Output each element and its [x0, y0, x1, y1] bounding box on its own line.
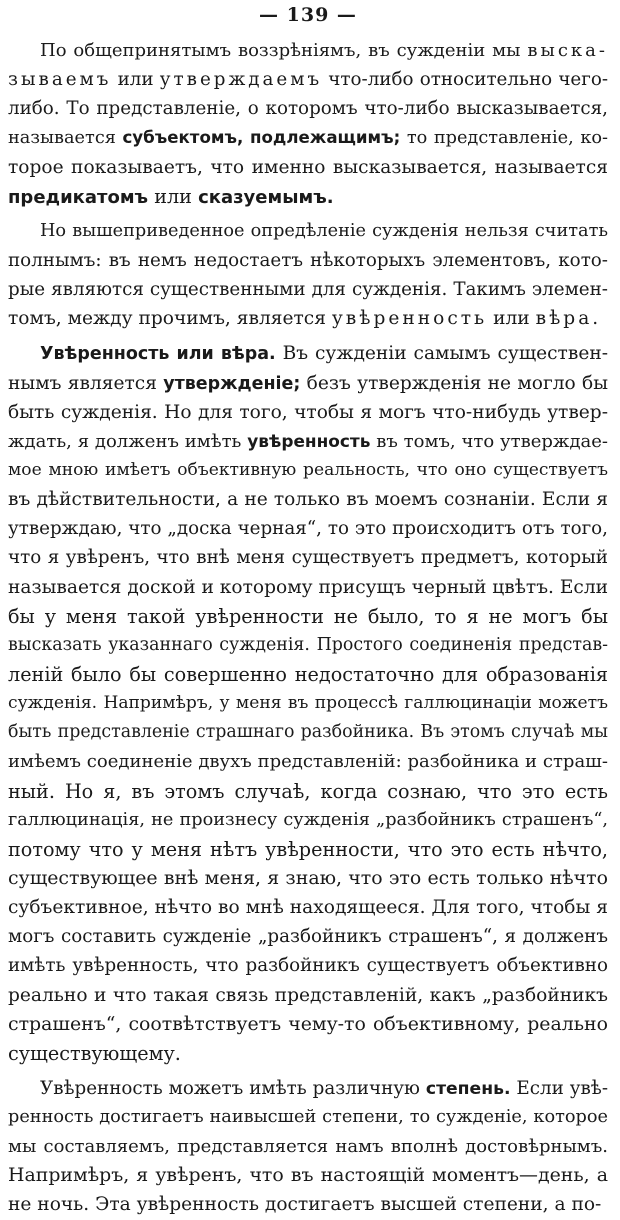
text-line	[8, 660, 608, 689]
text-run: безъ утвержденія не могло бы	[300, 372, 608, 394]
text-run: высказать указаннаго сужденія. Простого соединенія представ-	[8, 634, 608, 655]
text-line	[8, 304, 608, 333]
text-run: что я увѣренъ, что внѣ меня существуетъ предметъ, который	[8, 547, 608, 569]
text-line	[8, 1161, 608, 1190]
bold-term: Увѣренность или вѣра.	[40, 344, 276, 365]
spaced-emphasis: зываемъ	[8, 69, 112, 91]
text-run: По общепринятымъ воззрѣніямъ, въ сужденіи мы	[40, 40, 528, 61]
text-line	[8, 631, 608, 660]
bold-term: субъектомъ, подлежащимъ;	[122, 128, 401, 148]
text-line	[8, 981, 608, 1010]
text-run: существующему.	[8, 1041, 181, 1065]
text-run: въ дѣйствительности, а не только въ моемъ сознаніи. Если я	[8, 489, 608, 511]
text-line	[8, 182, 608, 211]
text-line	[8, 514, 608, 543]
text-line	[8, 217, 608, 246]
paragraph	[8, 217, 608, 334]
text-run: галлюцинація, не произнесу сужденія „разбойникъ страшенъ“,	[8, 809, 608, 830]
text-line	[8, 602, 608, 631]
text-run: называется	[8, 128, 123, 149]
text-line	[8, 864, 608, 893]
text-run: быть представленіе страшнаго разбойника. Въ этомъ случаѣ мы	[8, 722, 608, 743]
text-line	[8, 65, 608, 94]
text-run: не ночь. Эта увѣренность достигаетъ высшей степени, а по-	[8, 1194, 602, 1216]
page-body	[8, 36, 608, 1220]
text-run: ждать, я долженъ имѣть	[8, 430, 248, 452]
text-run: что-либо относительно чего-	[322, 69, 608, 91]
text-line	[8, 951, 608, 980]
bold-term: сказуемымъ.	[198, 186, 334, 208]
text-line	[8, 922, 608, 951]
text-line	[8, 573, 608, 602]
text-line	[8, 835, 608, 864]
text-run: бы у меня такой увѣренности не было, то я не могъ бы	[8, 604, 608, 628]
text-line	[8, 153, 608, 182]
text-run: имѣть увѣренность, что разбойникъ существуетъ объективно	[8, 955, 608, 977]
text-run: или	[148, 184, 199, 208]
text-run: сужденія. Напримѣръ, у меня въ процессѣ галлюцинаціи можетъ	[8, 693, 608, 714]
text-run: то представленіе, ко-	[400, 128, 608, 149]
text-line	[8, 1039, 608, 1068]
text-run: или	[487, 308, 536, 330]
text-run: Въ сужденіи самымъ существен-	[275, 343, 608, 365]
paragraph	[8, 339, 608, 1068]
text-run: утверждаю, что „доска черная“, то это происходитъ отъ того,	[8, 518, 608, 540]
text-run: мое мною имѣетъ объективную реальность, что оно существуетъ	[8, 459, 608, 480]
text-line	[8, 339, 608, 368]
text-line	[8, 1074, 608, 1103]
text-line	[8, 777, 608, 806]
text-line	[8, 369, 608, 398]
text-run: нымъ является	[8, 372, 164, 394]
text-run: реально и что такая связь представленій, какъ „разбойникъ	[8, 984, 608, 1006]
text-run: ный. Но я, въ этомъ случаѣ, когда сознаю, что это есть	[8, 779, 608, 803]
text-run: рые являются существенными для сужденія. Такимъ элемен-	[8, 279, 608, 301]
text-line	[8, 718, 608, 747]
text-run: Но вышеприведенное опредѣленіе сужденія нельзя считать	[40, 220, 608, 241]
text-run: Увѣренность можетъ имѣть различную	[40, 1077, 426, 1099]
text-line	[8, 398, 608, 427]
text-run: могъ составить сужденіе „разбойникъ страшенъ“, я долженъ	[8, 926, 608, 948]
spaced-emphasis: выска-	[527, 40, 608, 61]
text-line	[8, 1010, 608, 1039]
text-line	[8, 485, 608, 514]
text-run: потому что у меня нѣтъ увѣренности, что это есть нѣчто,	[8, 837, 608, 861]
text-run: ренность достигаетъ наивысшей степени, то сужденіе, которое	[8, 1107, 608, 1128]
bold-term: увѣренность	[247, 430, 371, 451]
bold-term: степень.	[425, 1078, 511, 1099]
text-line	[8, 689, 608, 718]
text-run: субъективное, нѣчто во мнѣ находящееся. Для того, чтобы я	[8, 897, 608, 919]
text-line	[8, 543, 608, 572]
text-line	[8, 1103, 608, 1132]
bold-term: утвержденіе;	[163, 373, 301, 394]
spaced-emphasis: вѣра.	[535, 308, 602, 330]
text-run: страшенъ“, соотвѣтствуетъ чему-то объективному, реально	[8, 1012, 608, 1035]
text-run: имѣемъ соединеніе двухъ представленій: разбойника и страш-	[8, 751, 608, 773]
text-run: полнымъ: въ немъ недостаетъ нѣкоторыхъ элементовъ, кото-	[8, 249, 608, 271]
text-line	[8, 36, 608, 65]
text-run: леній было бы совершенно недостаточно для образованія	[8, 662, 608, 686]
text-line	[8, 747, 608, 776]
text-run: торое показываетъ, что именно высказывается, называется	[8, 156, 608, 178]
text-run: называется доской и которому присущъ черный цвѣтъ. Если	[8, 576, 608, 598]
bold-term: предикатомъ	[8, 186, 149, 208]
text-line	[8, 246, 608, 275]
text-run: быть сужденія. Но для того, чтобы я могъ что-нибудь утвер-	[8, 401, 608, 423]
page-number: — 139 —	[259, 4, 357, 26]
text-line	[8, 806, 608, 835]
text-run: мы составляемъ, представляется намъ вполнѣ достовѣрнымъ.	[8, 1136, 608, 1158]
text-line	[8, 94, 608, 123]
text-line	[8, 427, 608, 456]
text-line	[8, 275, 608, 304]
paragraph	[8, 36, 608, 211]
text-run: Если увѣ-	[510, 1077, 608, 1099]
text-run: Напримѣръ, я увѣренъ, что въ настоящій моментъ—день, а	[8, 1164, 608, 1187]
text-run: въ томъ, что утверждае-	[370, 430, 608, 452]
text-line	[8, 123, 608, 152]
text-line	[8, 1132, 608, 1161]
text-run: либо. То представленіе, о которомъ что-либо высказывается,	[8, 98, 608, 120]
text-line	[8, 456, 608, 485]
text-run: или	[111, 69, 160, 91]
text-line	[8, 1190, 608, 1219]
spaced-emphasis: увѣренность	[331, 308, 488, 330]
spaced-emphasis: утверждаемъ	[159, 69, 323, 91]
text-line	[8, 893, 608, 922]
text-run: томъ, между прочимъ, является	[8, 308, 332, 330]
text-run: существующее внѣ меня, я знаю, что это есть только нѣчто	[8, 866, 608, 889]
paragraph	[8, 1074, 608, 1220]
